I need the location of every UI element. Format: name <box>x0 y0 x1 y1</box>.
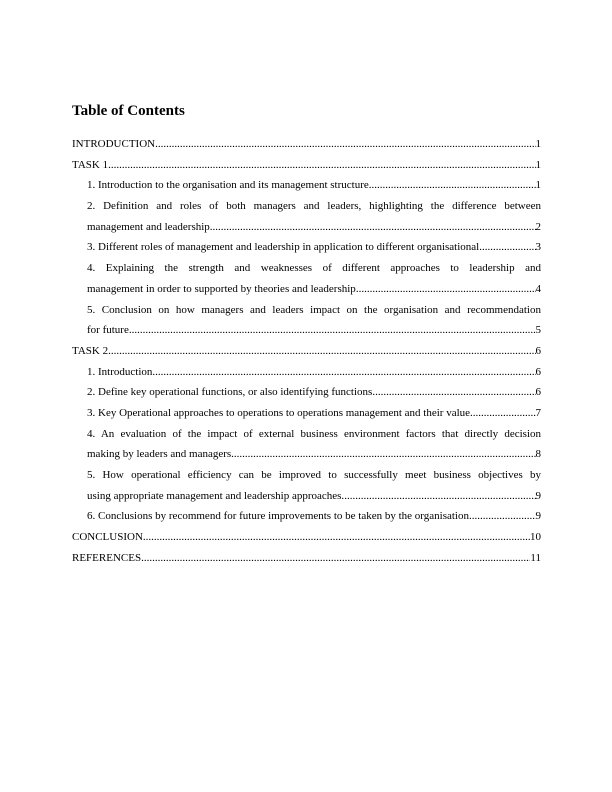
toc-entry-label: 3. Different roles of management and leadership in application to different organisational <box>87 241 480 254</box>
toc-entry-page: 9 <box>535 489 541 502</box>
toc-entry-label: 6. Conclusions by recommend for future improvements to be taken by the organisation. <box>87 510 472 523</box>
toc-entry-page: 10 <box>530 531 541 544</box>
toc-entry-task-2[interactable] <box>72 341 541 362</box>
dot-leader <box>470 403 535 424</box>
toc-entry-task1-different-roles[interactable] <box>87 237 541 258</box>
dot-leader <box>231 444 535 465</box>
toc-entry-label-line1: 2. Definition and roles of both managers and leaders, highlighting the difference between <box>87 200 541 213</box>
toc-entry-task2-operational-functions[interactable] <box>87 382 541 403</box>
toc-entry-label: 1. Introduction to the organisation and its management structure <box>87 179 369 192</box>
toc-entry-task1-conclusion[interactable] <box>87 300 541 341</box>
toc-entry-label-line2: management and leadership <box>87 220 210 233</box>
toc-entry-label: 1. Introduction <box>87 365 153 378</box>
toc-entry-task2-operational-approaches[interactable] <box>87 403 541 424</box>
dot-leader <box>152 362 535 383</box>
toc-entry-conclusion[interactable] <box>72 527 541 548</box>
dot-leader <box>344 486 535 507</box>
toc-entry-introduction[interactable] <box>72 134 541 155</box>
dot-leader <box>479 237 535 258</box>
toc-entry-page: 1 <box>535 179 541 192</box>
toc-entry-task1-strengths-weaknesses[interactable] <box>87 258 541 299</box>
toc-entry-label-line1: 5. How operational efficiency can be improved to successfully meet business objectives by <box>87 469 541 481</box>
toc-entry-label-line1: 4. An evaluation of the impact of external business environment factors that directly decision <box>87 427 541 440</box>
dot-leader <box>372 382 535 403</box>
toc-entry-task2-conclusions[interactable] <box>87 506 541 527</box>
toc-entry-task2-operational-efficiency[interactable] <box>87 465 541 506</box>
dot-leader <box>108 341 535 362</box>
dot-leader <box>210 217 536 238</box>
dot-leader <box>108 155 535 176</box>
toc-entry-label: TASK 1 <box>72 158 109 171</box>
toc-entry-label-line2: using appropriate management and leadership approaches. <box>87 489 345 502</box>
toc-entry-references[interactable] <box>72 548 541 569</box>
toc-entry-page: 9 <box>535 510 541 523</box>
toc-entry-page: 2 <box>535 220 541 233</box>
toc-entry-page: 8 <box>535 448 541 461</box>
toc-entry-page: 1 <box>535 138 541 150</box>
toc-entry-page: 6 <box>535 365 541 378</box>
toc-entry-task1-definition-roles[interactable] <box>87 196 541 237</box>
toc-entry-page: 1 <box>535 158 541 171</box>
dot-leader <box>129 320 536 341</box>
toc-entry-page: 11 <box>530 551 541 564</box>
toc-entry-task2-introduction[interactable] <box>87 362 541 383</box>
dot-leader <box>472 506 536 527</box>
dot-leader <box>141 548 530 569</box>
toc-entry-task1-introduction[interactable] <box>87 175 541 196</box>
toc-entry-page: 6 <box>535 386 541 399</box>
toc-entry-label: 2. Define key operational functions, or also identifying functions <box>87 386 373 399</box>
toc-entry-label: TASK 2 <box>72 344 109 357</box>
toc-entry-label-line1: 5. Conclusion on how managers and leaders impact on the organisation and recommendation <box>87 303 541 316</box>
toc-entry-label: CONCLUSION <box>72 531 143 544</box>
toc-entry-page: 4 <box>535 282 541 295</box>
toc-entry-page: 3 <box>535 241 541 254</box>
toc-entry-label-line1: 4. Explaining the strength and weaknesses of different approaches to leadership and <box>87 262 541 275</box>
toc-heading: Table of Contents <box>72 103 185 119</box>
toc-entry-label: 3. Key Operational approaches to operations to operations management and their value <box>87 406 471 419</box>
toc-entry-label-line2: management in order to supported by theories and leadership <box>87 282 356 295</box>
toc-entry-page: 7 <box>535 406 541 419</box>
toc-entry-page: 5 <box>535 324 541 337</box>
dot-leader <box>155 134 535 155</box>
toc-entry-label: REFERENCES <box>72 551 142 564</box>
dot-leader <box>369 175 536 196</box>
toc-entry-task2-external-factors[interactable] <box>87 424 541 465</box>
toc-entry-label-line2: making by leaders and managers <box>87 448 232 461</box>
toc-entry-task-1[interactable] <box>72 155 541 176</box>
dot-leader <box>143 527 530 548</box>
table-of-contents <box>72 134 541 568</box>
dot-leader <box>356 279 536 300</box>
toc-entry-label-line2: for future <box>87 324 129 337</box>
toc-entry-label: INTRODUCTION <box>72 138 156 150</box>
toc-entry-page: 6 <box>535 344 541 357</box>
